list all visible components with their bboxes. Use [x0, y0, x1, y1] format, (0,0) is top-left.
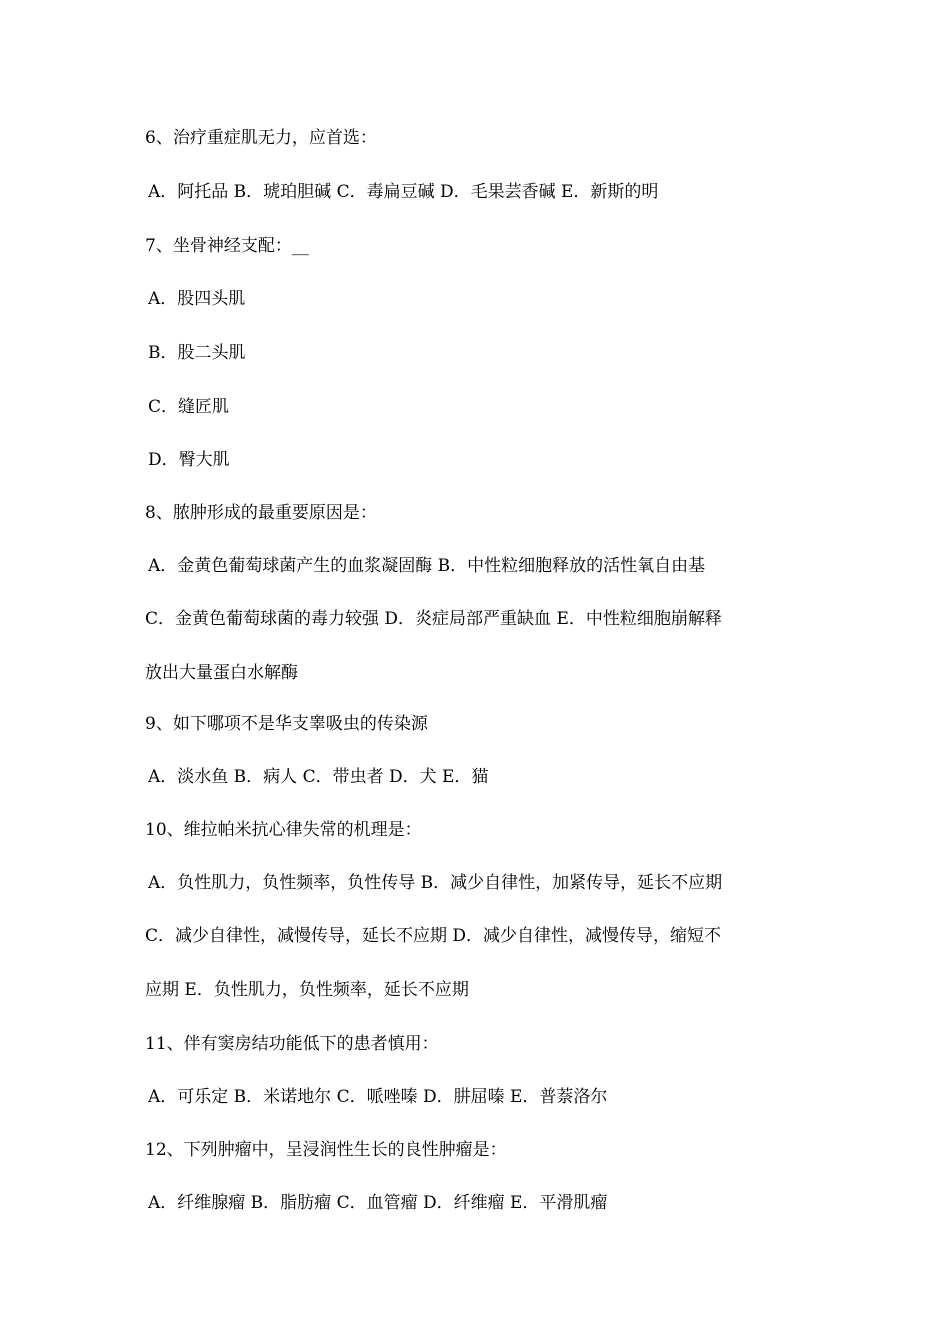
- question-9-stem: 9、如下哪项不是华支睾吸虫的传染源: [145, 714, 428, 734]
- question-12-options: A．纤维腺瘤 B．脂肪瘤 C．血管瘤 D．纤维瘤 E．平滑肌瘤: [148, 1193, 608, 1213]
- question-10-options-line-2: C．减少自律性，减慢传导，延长不应期 D．减少自律性，减慢传导，缩短不: [145, 926, 722, 946]
- question-10-stem: 10、维拉帕米抗心律失常的机理是：: [145, 820, 422, 840]
- question-7-stem: 7、坐骨神经支配：__: [145, 236, 309, 256]
- question-7-option-d: D．臀大肌: [148, 450, 230, 470]
- question-10-options-line-1: A．负性肌力，负性频率，负性传导 B．减少自律性，加紧传导，延长不应期: [148, 873, 723, 893]
- question-11-options: A．可乐定 B．米诺地尔 C．哌唑嗪 D．肼屈嗪 E．普萘洛尔: [148, 1087, 608, 1107]
- question-7-option-c: C．缝匠肌: [148, 397, 230, 417]
- question-10-options-line-3: 应期 E．负性肌力，负性频率，延长不应期: [145, 980, 469, 1000]
- question-6-options: A．阿托品 B．琥珀胆碱 C．毒扁豆碱 D．毛果芸香碱 E．新斯的明: [148, 182, 659, 202]
- question-8-options-line-3: 放出大量蛋白水解酶: [145, 663, 298, 683]
- question-6-stem: 6、治疗重症肌无力，应首选：: [145, 128, 377, 148]
- question-11-stem: 11、伴有窦房结功能低下的患者慎用：: [145, 1034, 439, 1054]
- question-8-options-line-1: A．金黄色葡萄球菌产生的血浆凝固酶 B．中性粒细胞释放的活性氧自由基: [148, 556, 706, 576]
- question-8-options-line-2: C．金黄色葡萄球菌的毒力较强 D．炎症局部严重缺血 E．中性粒细胞崩解释: [145, 609, 722, 629]
- question-8-stem: 8、脓肿形成的最重要原因是：: [145, 503, 377, 523]
- question-7-option-b: B．股二头肌: [148, 343, 246, 363]
- question-7-option-a: A．股四头肌: [148, 289, 246, 309]
- question-12-stem: 12、下列肿瘤中，呈浸润性生长的良性肿瘤是：: [145, 1140, 507, 1160]
- question-9-options: A．淡水鱼 B．病人 C．带虫者 D．犬 E．猫: [148, 767, 489, 787]
